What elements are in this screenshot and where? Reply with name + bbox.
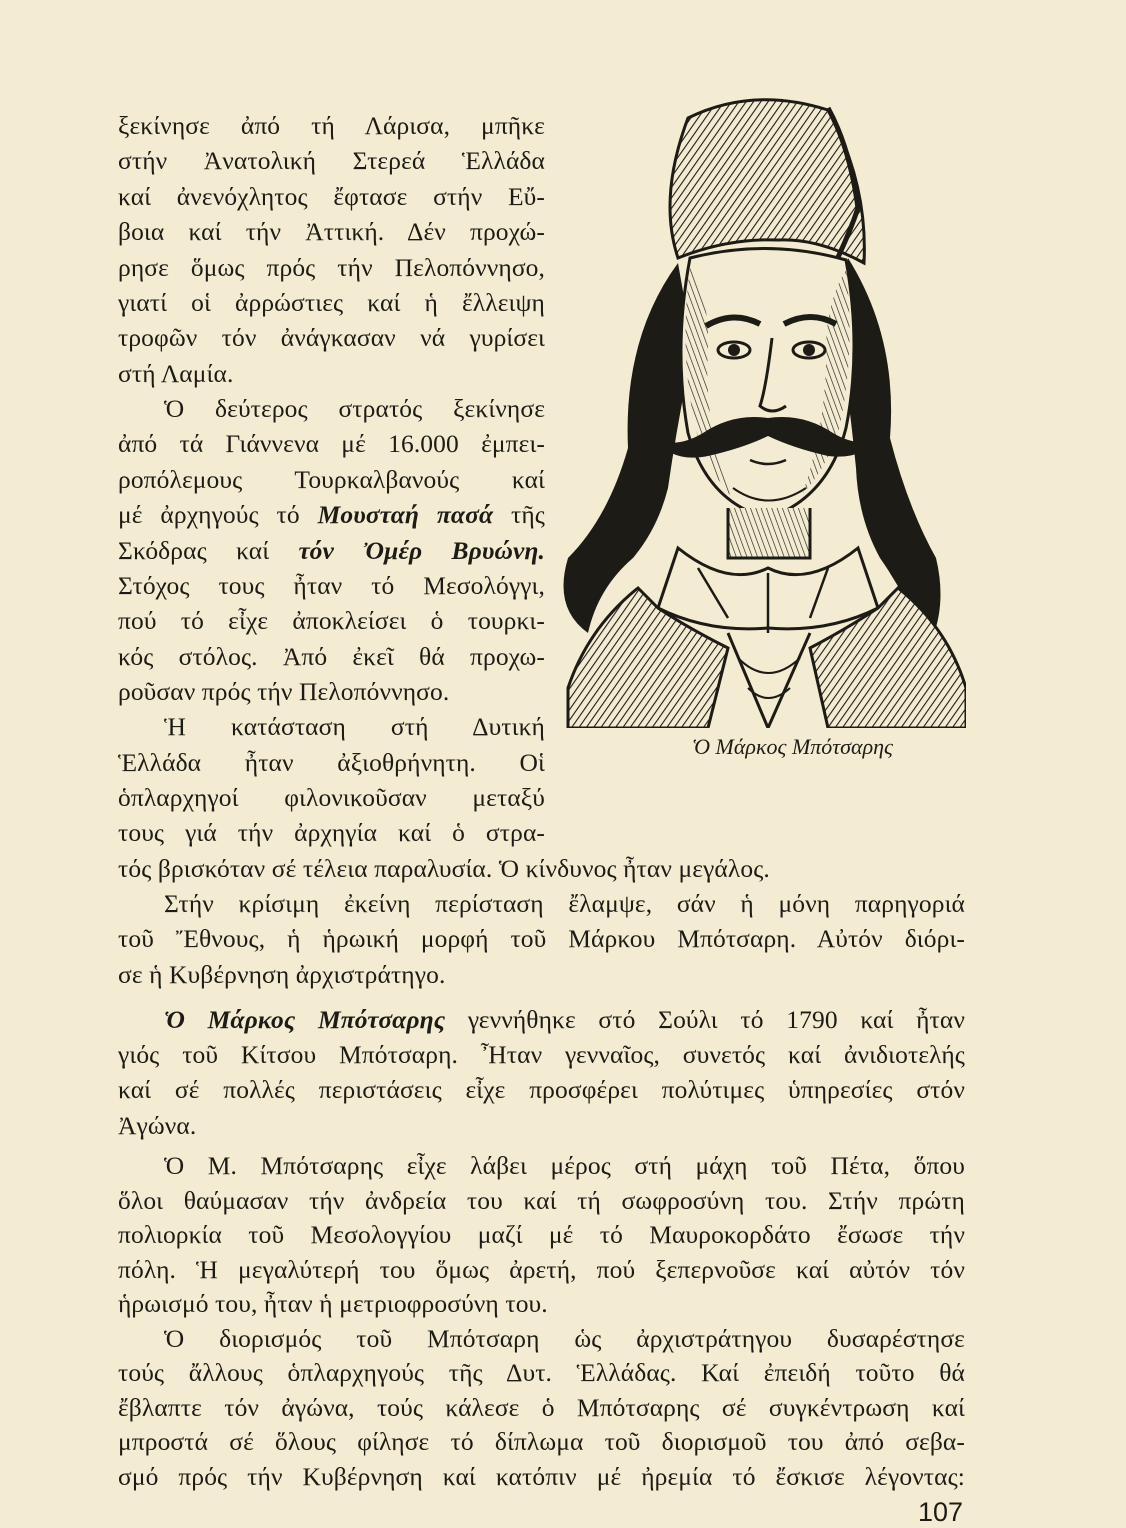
text-line: τροφῶν τόν ἀνάγκασαν νά γυρίσει bbox=[118, 323, 545, 352]
text-line: ξεκίνησε ἀπό τή Λάρισα, μπῆκε bbox=[118, 111, 545, 140]
text-line: ροῦσαν πρός τήν Πελοπόννησο. bbox=[118, 677, 450, 706]
text-line: βοια καί τήν Ἀττική. Δέν προχώ- bbox=[118, 217, 545, 246]
text-line: Ἡ κατάσταση στή Δυτική bbox=[164, 712, 545, 741]
text-line: καί ἀνενόχλητος ἔφτασε στήν Εὔ- bbox=[118, 182, 545, 211]
name-markos-botsaris: Ὁ Μάρκος Μπότσαρης bbox=[164, 1005, 446, 1034]
text-line: ρησε ὅμως πρός τήν Πελοπόννησο, bbox=[118, 253, 545, 282]
text-line: τός βρισκόταν σέ τέλεια παραλυσία. Ὁ κίνδυνος ἦταν μεγάλος. bbox=[118, 854, 770, 883]
text-line: Ὁ Μάρκος Μπότσαρης γεννήθηκε στό Σούλι τό 1790 καί ἦταν bbox=[164, 1005, 965, 1034]
text-line: Ἑλλάδα ἦταν ἀξιοθρήνητη. Οἱ bbox=[118, 748, 545, 777]
text-line: πού τό εἶχε ἀποκλείσει ὁ τουρκι- bbox=[118, 606, 545, 635]
page-number: 107 bbox=[918, 1497, 964, 1527]
text-line: σε ἡ Κυβέρνηση ἀρχιστράτηγο. bbox=[118, 960, 446, 989]
text-line: στή Λαμία. bbox=[118, 359, 234, 388]
text-line: πόλη. Ἡ μεγαλύτερή του ὅμως ἀρετή, πού ξεπερνοῦσε καί αὐτόν τόν bbox=[118, 1254, 965, 1284]
text-line: καί σέ πολλές περιστάσεις εἶχε προσφέρει πολύτιμες ὑπηρεσίες στόν bbox=[118, 1075, 965, 1104]
text-line: τούς ἄλλους ὁπλαρχηγούς τῆς Δυτ. Ἑλλάδας. Καί ἐπειδή τοῦτο θά bbox=[118, 1358, 965, 1387]
text-line: γιατί οἱ ἀρρώστιες καί ἡ ἔλλειψη bbox=[118, 288, 545, 317]
text-line: κός στόλος. Ἀπό ἐκεῖ θά προχω- bbox=[118, 642, 545, 671]
name-mustai-pasha: Μουσταή πασά bbox=[317, 500, 494, 529]
text-line: μπροστά σέ ὅλους φίλησε τό δίπλωμα τοῦ διορισμοῦ του ἀπό σεβα- bbox=[118, 1427, 965, 1456]
text-line: πολιορκία τοῦ Μεσολογγίου μαζί μέ τό Μαυροκορδάτο ἔσωσε τήν bbox=[118, 1220, 965, 1249]
text-line: ἔβλαπτε τόν ἀγώνα, τούς κάλεσε ὁ Μπότσαρης σέ συγκέντρωση καί bbox=[118, 1392, 965, 1422]
text-line: ροπόλεμους Τουρκαλβανούς καί bbox=[118, 465, 545, 494]
text-line: Στήν κρίσιμη ἐκείνη περίσταση ἔλαμψε, σάν ἡ μόνη παρηγοριά bbox=[164, 889, 965, 918]
text-line: Ὁ διορισμός τοῦ Μπότσαρη ὡς ἀρχιστράτηγου δυσαρέστησε bbox=[164, 1323, 965, 1353]
text-line: ἡρωισμό του, ἦταν ἡ μετριοφροσύνη του. bbox=[118, 1289, 548, 1318]
text-line: Ὁ δεύτερος στρατός ξεκίνησε bbox=[164, 394, 545, 423]
text-line: Σκόδρας καί τόν Ὀμέρ Βρυώνη. bbox=[118, 536, 545, 565]
text-line: Στόχος τους ἦταν τό Μεσολόγγι, bbox=[118, 571, 545, 600]
text-line: τοῦ Ἔθνους, ἡ ἡρωική μορφή τοῦ Μάρκου Μπότσαρη. Αὐτόν διόρι- bbox=[118, 924, 965, 953]
portrait-caption: Ὁ Μάρκος Μπότσαρης bbox=[692, 734, 893, 759]
text-line: μέ ἀρχηγούς τό Μουσταή πασά τῆς bbox=[118, 500, 545, 529]
text-line: σμό πρός τήν Κυβέρνηση καί κατόπιν μέ ἠρεμία τό ἔσκισε λέγοντας: bbox=[118, 1461, 965, 1491]
text-line: Ὁ Μ. Μπότσαρης εἶχε λάβει μέρος στή μάχη τοῦ Πέτα, ὅπου bbox=[164, 1151, 965, 1180]
text-line: γιός τοῦ Κίτσου Μπότσαρη. Ἦταν γενναῖος, συνετός καί ἀνιδιοτελής bbox=[118, 1040, 965, 1069]
portrait-engraving bbox=[528, 88, 966, 728]
text-line: Ἀγώνα. bbox=[118, 1111, 197, 1140]
name-omer-vryonis: τόν Ὀμέρ Βρυώνη. bbox=[298, 536, 545, 565]
text-line: ἀπό τά Γιάννενα μέ 16.000 ἐμπει- bbox=[118, 429, 545, 458]
text-line: ὁπλαρχηγοί φιλονικοῦσαν μεταξύ bbox=[118, 783, 545, 812]
text-line: στήν Ἀνατολική Στερεά Ἑλλάδα bbox=[118, 146, 545, 175]
text-line: ὅλοι θαύμασαν τήν ἀνδρεία του καί τή σωφροσύνη του. Στήν πρώτη bbox=[118, 1185, 965, 1215]
text-line: τους γιά τήν ἀρχηγία καί ὁ στρα- bbox=[118, 818, 545, 847]
